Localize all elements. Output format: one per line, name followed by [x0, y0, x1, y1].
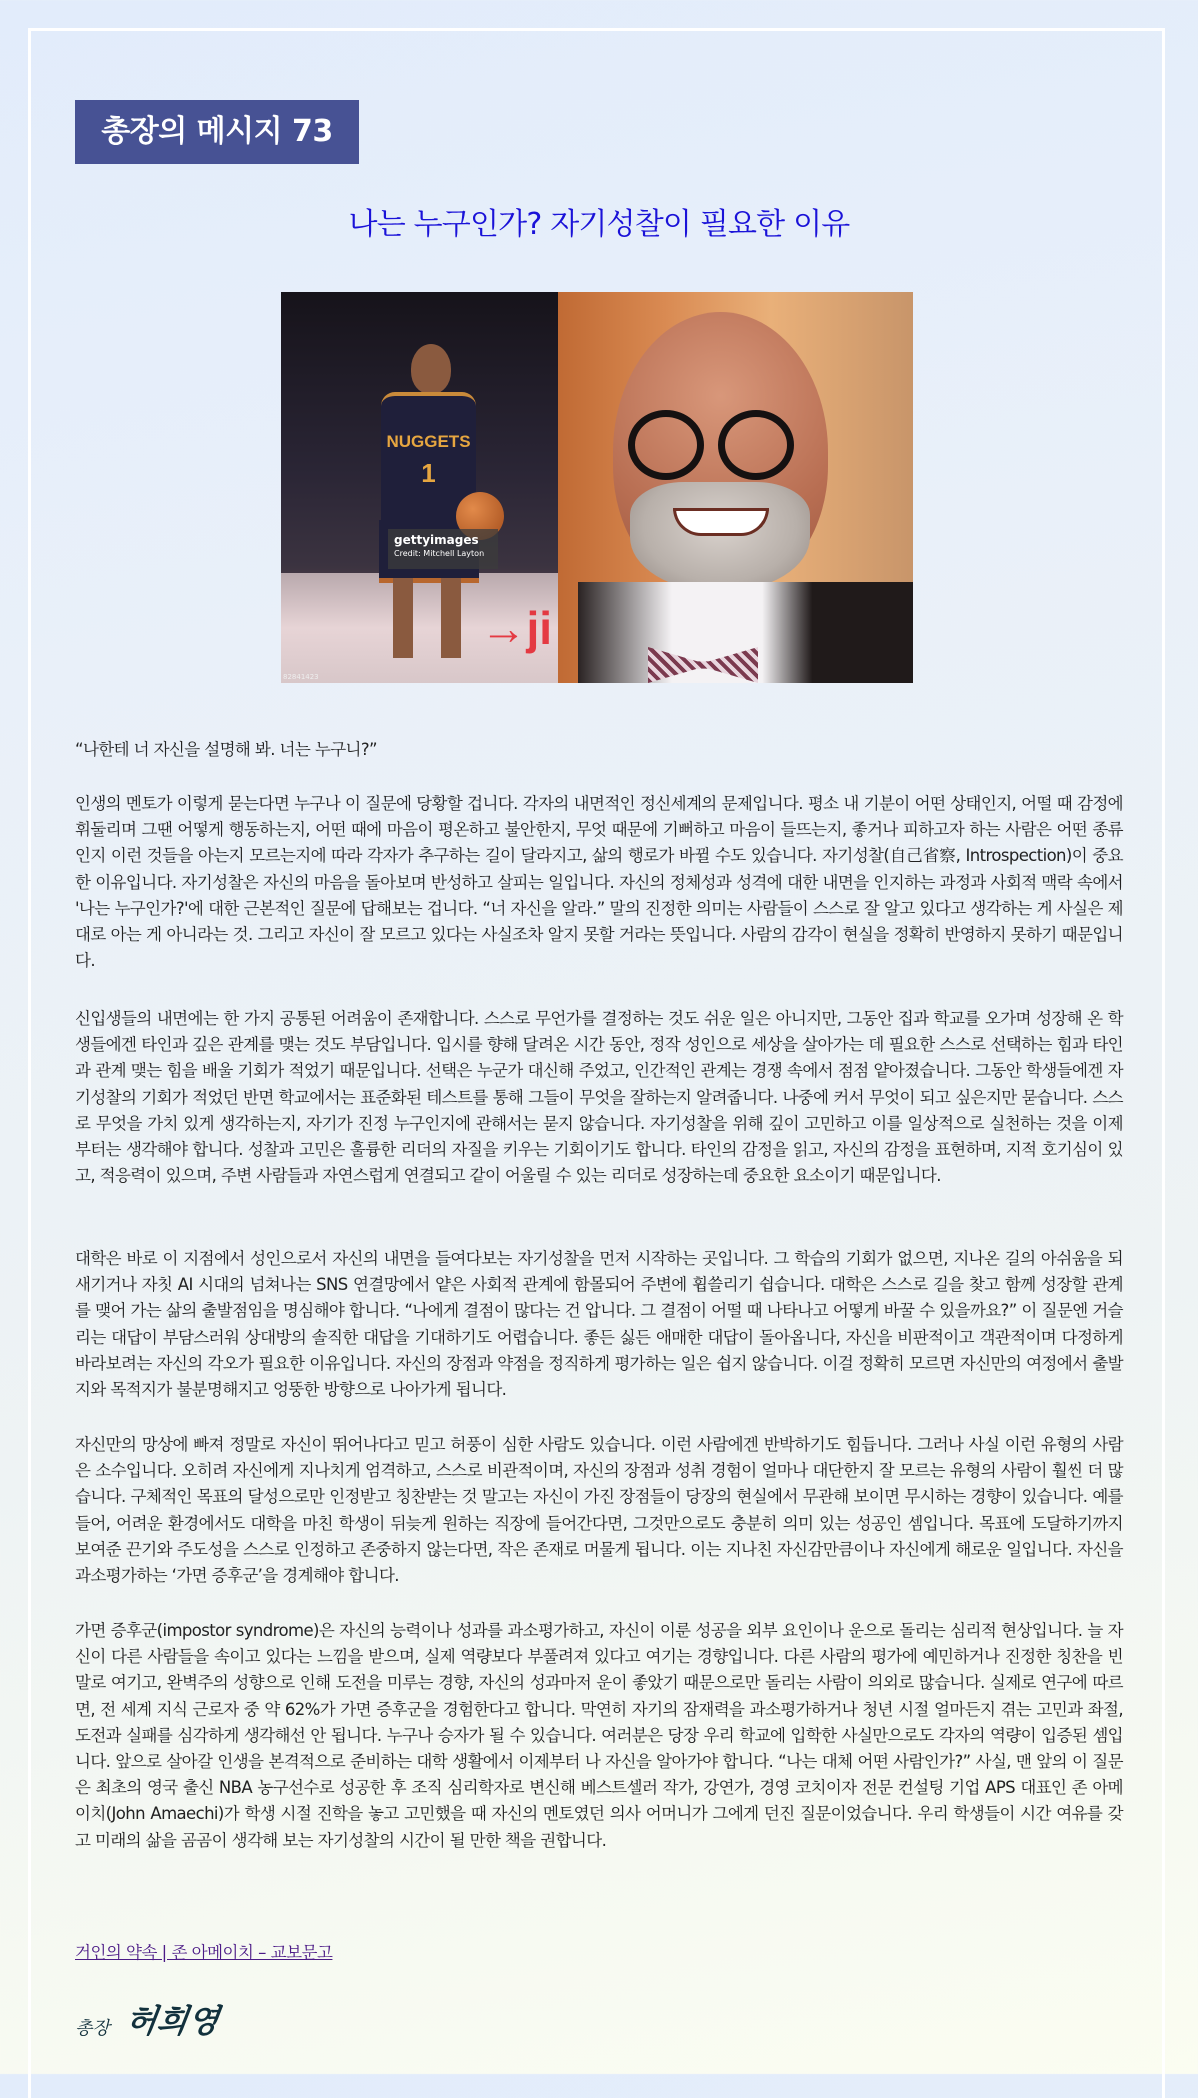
- article-paragraph: 자신만의 망상에 빠져 정말로 자신이 뛰어나다고 믿고 허풍이 심한 사람도 있습니다. 이런 사람에겐 반박하기도 힘듭니다. 그러나 사실 이런 유형의 사람은 소수입니다. 오히려 자신에게 지나치게 엄격하고, 스스로 비관적이며, 자신의 장점과 성취 경험이 얼마나 대단한지 잘 모르는 유형의 사람이 훨씬 더 많습니다. 구체적인 목표의 달성으로만 인정받고 칭찬받는 것 말고는 자신이 가진 장점들이 당장의 현실에서 무관해 보이면 무시하는 경향이 있습니다. 예를 들어, 어려운 환경에서도 대학을 마친 학생이 뒤늦게 원하는 직장에 들어간다면, 그것만으로도 충분히 의미 있는 성공인 셈입니다. 목표에 도달하기까지 보여준 끈기와 주도성을 스스로 인정하고 존중하지 않는다면, 작은 존재로 머물게 됩니다. 이는 지나친 자신감만큼이나 자신에게 해로운 일입니다. 자신을 과소평가하는 ‘가면 증후군’을 경계해야 합니다.: [75, 1435, 1123, 1586]
- article-paragraph-quote: “나한테 너 자신을 설명해 봐. 너는 누구니?”: [75, 740, 377, 759]
- article-photo: [281, 292, 913, 683]
- glasses-icon: [628, 410, 704, 480]
- player-leg: [393, 578, 413, 658]
- article-paragraph: 대학은 바로 이 지점에서 성인으로서 자신의 내면을 들여다보는 자기성찰을 먼저 시작하는 곳입니다. 그 학습의 기회가 없으면, 지나온 길의 아쉬움을 되새기거나 자칫 AI 시대의 넘쳐나는 SNS 연결망에서 얕은 사회적 관계에 함몰되어 주변에 휩쓸리기 쉽습니다. 대학은 스스로 길을 찾고 함께 성장할 관계를 맺어 가는 삶의 출발점임을 명심해야 합니다. “나에게 결점이 많다는 건 압니다. 그 결점이 어떨 때 나타나고 어떻게 바꿀 수 있을까요?” 이 질문엔 거슬리는 대답이 부담스러워 상대방의 솔직한 대답을 기대하기도 어렵습니다. 좋든 싫든 애매한 대답이 돌아옵니다, 자신을 비판적이고 객관적이며 다정하게 바라보려는 자신의 각오가 필요한 이유입니다. 자신의 장점과 약점을 정직하게 평가하는 일은 쉽지 않습니다. 이걸 정확히 모르면 자신만의 여정에서 출발지와 목적지가 불분명해지고 엉뚱한 방향으로 나아가게 됩니다.: [75, 1249, 1123, 1400]
- player-leg: [441, 578, 461, 658]
- portrait-beard: [630, 482, 810, 592]
- signature-name: 허희영: [123, 2002, 222, 2040]
- watermark-logo: gettyimages: [394, 533, 479, 547]
- photo-id: 82841423: [283, 673, 319, 681]
- president-signature: [75, 2000, 222, 2042]
- article-title: 나는 누구인가? 자기성찰이 필요한 이유: [348, 207, 850, 242]
- book-link[interactable]: 거인의 약속 | 존 아메이치 – 교보문고: [75, 1943, 333, 1962]
- glasses-icon: [718, 410, 794, 480]
- getty-watermark: [388, 529, 498, 569]
- basketball-player-photo: [281, 292, 558, 683]
- jersey-team-name: NUGGETS: [386, 432, 471, 451]
- article-paragraph: 인생의 멘토가 이렇게 묻는다면 누구나 이 질문에 당황할 겁니다. 각자의 내면적인 정신세계의 문제입니다. 평소 내 기분이 어떤 상태인지, 어떨 때 감정에 휘둘리며 그땐 어떻게 행동하는지, 어떤 때에 마음이 평온하고 불안한지, 무엇 때문에 기뻐하고 마음이 들뜨는지, 좋거나 피하고자 하는 사람은 어떤 종류인지 이런 것들을 아는지 모르는지에 따라 각자가 추구하는 길이 달라지고, 삶의 행로가 바뀔 수도 있습니다. 자기성찰(自己省察, Introspection)이 중요한 이유입니다. 자기성찰은 자신의 마음을 돌아보며 반성하고 살피는 일입니다. 자신의 정체성과 성격에 대한 내면을 인지하는 과정과 사회적 맥락 속에서 '나는 누구인가?'에 대한 근본적인 질문에 답해보는 겁니다. “너 자신을 알라.” 말의 진정한 의미는 사람들이 스스로 잘 알고 있다고 생각하는 게 사실은 제대로 아는 게 아니라는 것. 그리고 자신이 잘 모르고 있다는 사실조차 알지 못할 거라는 뜻입니다. 사람의 감각이 현실을 정확히 반영하지 못하기 때문입니다.: [75, 794, 1123, 971]
- message-number-badge: 총장의 메시지 73: [75, 100, 359, 164]
- player-head: [411, 344, 451, 394]
- article-paragraph: 가면 증후군(impostor syndrome)은 자신의 능력이나 성과를 과소평가하고, 자신이 이룬 성공을 외부 요인이나 운으로 돌리는 심리적 현상입니다. 늘 자신이 다른 사람들을 속이고 있다는 느낌을 받으며, 실제 역량보다 부풀려져 있다고 여기는 경향입니다. 다른 사람의 평가에 예민하거나 진정한 칭찬을 빈말로 여기고, 완벽주의 성향으로 인해 도전을 미루는 경향, 자신의 성과마저 운이 좋았기 때문으로만 돌리는 사람이 의외로 많습니다. 실제로 연구에 따르면, 전 세계 지식 근로자 중 약 62%가 가면 증후군을 경험한다고 합니다. 막연히 자기의 잠재력을 과소평가하거나 청년 시절 얼마든지 겪는 고민과 좌절, 도전과 실패를 심각하게 생각해선 안 됩니다. 누구나 승자가 될 수 있습니다. 여러분은 당장 우리 학교에 입학한 사실만으로도 각자의 역량이 입증된 셈입니다. 앞으로 살아갈 인생을 본격적으로 준비하는 대학 생활에서 이제부터 나 자신을 알아가야 합니다. “나는 대체 어떤 사람인가?” 사실, 맨 앞의 이 질문은 최초의 영국 출신 NBA 농구선수로 성공한 후 조직 심리학자로 변신해 베스트셀러 작가, 강연가, 경영 코치이자 전문 컨설팅 기업 APS 대표인 존 아메이치(John Amaechi)가 학생 시절 진학을 놓고 고민했을 때 자신의 멘토였던 의사 어머니가 그에게 던진 질문이었습니다. 우리 학생들이 시간 여유를 갖고 미래의 삶을 곰곰이 생각해 보는 자기성찰의 시간이 될 만한 책을 권합니다.: [75, 1621, 1123, 1850]
- portrait-photo: [558, 292, 913, 683]
- signature-rank: 총장: [75, 2018, 110, 2039]
- portrait-smile: [673, 508, 769, 536]
- article-paragraph: 신입생들의 내면에는 한 가지 공통된 어려움이 존재합니다. 스스로 무언가를 결정하는 것도 쉬운 일은 아니지만, 그동안 집과 학교를 오가며 성장해 온 학생들에겐 타인과 깊은 관계를 맺는 것도 부담입니다. 입시를 향해 달려온 시간 동안, 정작 성인으로 세상을 살아가는 데 필요한 스스로 선택하는 힘과 타인과 관계 맺는 힘을 배울 기회가 적었기 때문입니다. 선택은 누군가 대신해 주었고, 인간적인 관계는 경쟁 속에서 점점 얕아졌습니다. 그동안 학생들에겐 자기성찰의 기회가 적었던 반면 학교에서는 표준화된 테스트를 통해 그들이 무엇을 잘하는지 알려줍니다. 나중에 커서 무엇이 되고 싶은지만 묻습니다. 스스로 무엇을 가치 있게 생각하는지, 자기가 진정 누구인지에 관해서는 묻지 않습니다. 자기성찰을 위해 깊이 고민하고 이를 일상적으로 실천하는 것을 이제부터는 생각해야 합니다. 성찰과 고민은 훌륭한 리더의 자질을 키우는 기회이기도 합니다. 타인의 감정을 읽고, 자신의 감정을 표현하며, 지적 호기심이 있고, 적응력이 있으며, 주변 사람들과 자연스럽게 연결되고 같이 어울릴 수 있는 리더로 성장하는데 중요한 요소이기 때문입니다.: [75, 1009, 1123, 1186]
- court-signage-text: →ji: [480, 602, 552, 654]
- photo-credit: Credit: Mitchell Layton: [394, 549, 485, 558]
- jersey-number: 1: [421, 458, 436, 488]
